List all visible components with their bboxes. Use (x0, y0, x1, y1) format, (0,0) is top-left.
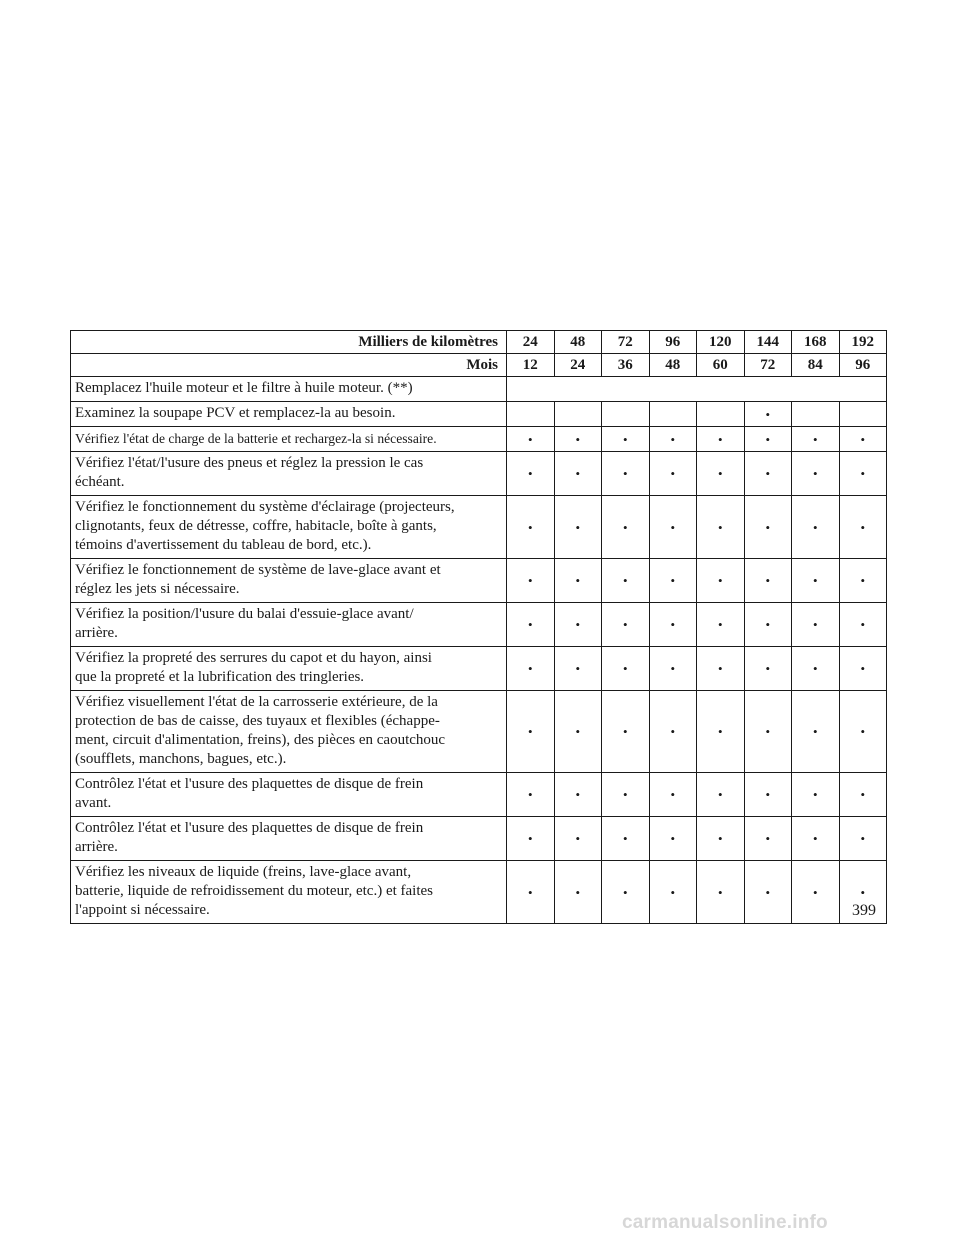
check-bullet: • (839, 452, 887, 496)
check-bullet: • (602, 773, 650, 817)
task-description: Examinez la soupape PCV et remplacez-la au besoin. (71, 402, 507, 427)
check-bullet: • (649, 691, 697, 773)
check-bullet: • (649, 427, 697, 452)
check-bullet: • (602, 691, 650, 773)
table-row (71, 427, 887, 452)
task-description: Vérifiez la position/l'usure du balai d'essuie-glace avant/ arrière. (71, 603, 507, 647)
check-bullet: • (792, 496, 840, 559)
header-month-value: 24 (554, 354, 602, 377)
check-bullet: • (602, 559, 650, 603)
interval-cell (839, 402, 887, 427)
check-bullet: • (602, 427, 650, 452)
check-bullet: • (792, 427, 840, 452)
check-bullet: • (792, 773, 840, 817)
check-bullet: • (697, 427, 745, 452)
check-bullet: • (697, 496, 745, 559)
check-bullet: • (507, 773, 555, 817)
check-bullet: • (554, 861, 602, 924)
check-bullet: • (602, 861, 650, 924)
check-bullet: • (602, 817, 650, 861)
table-row (71, 603, 887, 647)
check-bullet: • (839, 496, 887, 559)
header-month-value: 60 (697, 354, 745, 377)
task-description: Vérifiez le fonctionnement du système d'éclairage (projecteurs, clignotants, feux de détresse, coffre, habitacle, boîte à gants, témoins d'avertissement du tableau de bord, etc.). (71, 496, 507, 559)
check-bullet: • (744, 861, 792, 924)
check-bullet: • (744, 496, 792, 559)
check-bullet: • (744, 691, 792, 773)
table-row (71, 377, 887, 402)
check-bullet: • (649, 817, 697, 861)
check-bullet: • (744, 427, 792, 452)
check-bullet: • (649, 773, 697, 817)
table-row (71, 559, 887, 603)
table-row (71, 496, 887, 559)
check-bullet: • (649, 647, 697, 691)
check-bullet: • (697, 559, 745, 603)
check-bullet: • (697, 452, 745, 496)
header-month-value: 96 (839, 354, 887, 377)
task-description: Vérifiez le fonctionnement de système de lave-glace avant et réglez les jets si nécessaire. (71, 559, 507, 603)
header-month-value: 48 (649, 354, 697, 377)
task-description: Contrôlez l'état et l'usure des plaquettes de disque de frein arrière. (71, 817, 507, 861)
check-bullet: • (697, 861, 745, 924)
header-km-value: 48 (554, 331, 602, 354)
check-bullet: • (839, 817, 887, 861)
check-bullet: • (792, 817, 840, 861)
check-bullet: • (602, 452, 650, 496)
check-bullet: • (507, 603, 555, 647)
table-row (71, 691, 887, 773)
header-km-value: 120 (697, 331, 745, 354)
check-bullet: • (602, 603, 650, 647)
check-bullet: • (649, 559, 697, 603)
check-bullet: • (554, 817, 602, 861)
task-description: Vérifiez l'état de charge de la batterie et rechargez-la si nécessaire. (71, 427, 507, 452)
task-description: Contrôlez l'état et l'usure des plaquettes de disque de frein avant. (71, 773, 507, 817)
header-row-km (71, 331, 887, 354)
task-description: Vérifiez les niveaux de liquide (freins, lave-glace avant, batterie, liquide de refroidissement du moteur, etc.) et faites l'appoint si nécessaire. (71, 861, 507, 924)
check-bullet: • (792, 452, 840, 496)
check-bullet: • (554, 691, 602, 773)
check-bullet: • (744, 817, 792, 861)
check-bullet: • (507, 861, 555, 924)
maintenance-schedule (70, 330, 886, 924)
check-bullet: • (507, 452, 555, 496)
schedule-body (71, 377, 887, 924)
maintenance-table (70, 330, 887, 924)
check-bullet: • (507, 647, 555, 691)
check-bullet: • (507, 691, 555, 773)
check-bullet: • (697, 691, 745, 773)
table-row (71, 861, 887, 924)
header-km-value: 192 (839, 331, 887, 354)
header-km-value: 72 (602, 331, 650, 354)
check-bullet: • (554, 452, 602, 496)
check-bullet: • (554, 603, 602, 647)
check-bullet: • (649, 452, 697, 496)
interval-cell (649, 402, 697, 427)
interval-cell (792, 402, 840, 427)
check-bullet: • (744, 402, 792, 427)
header-km-value: 168 (792, 331, 840, 354)
interval-cell (507, 402, 555, 427)
check-bullet: • (792, 559, 840, 603)
check-bullet: • (839, 691, 887, 773)
check-bullet: • (602, 496, 650, 559)
header-km-label: Milliers de kilomètres (71, 331, 507, 354)
check-bullet: • (792, 603, 840, 647)
watermark: carmanualsonline.info (622, 1212, 828, 1233)
header-months-label: Mois (71, 354, 507, 377)
check-bullet: • (697, 647, 745, 691)
check-bullet: • (697, 817, 745, 861)
check-bullet: • (554, 559, 602, 603)
header-row-months (71, 354, 887, 377)
header-month-value: 36 (602, 354, 650, 377)
check-bullet: • (697, 773, 745, 817)
interval-cell (602, 402, 650, 427)
page-number: 399 (852, 902, 876, 919)
check-bullet: • (507, 427, 555, 452)
check-bullet: • (697, 603, 745, 647)
check-bullet: • (649, 603, 697, 647)
check-bullet: • (839, 559, 887, 603)
check-bullet: • (744, 773, 792, 817)
check-bullet: • (839, 427, 887, 452)
table-row (71, 402, 887, 427)
check-bullet: • (507, 496, 555, 559)
check-bullet: • (744, 452, 792, 496)
interval-cell (697, 402, 745, 427)
check-bullet: • (554, 647, 602, 691)
table-row (71, 647, 887, 691)
header-month-value: 84 (792, 354, 840, 377)
interval-cell-merged (507, 377, 887, 402)
task-description: Vérifiez la propreté des serrures du capot et du hayon, ainsi que la propreté et la lubrification des tringleries. (71, 647, 507, 691)
table-row (71, 773, 887, 817)
table-row (71, 452, 887, 496)
check-bullet: • (554, 773, 602, 817)
check-bullet: • (744, 603, 792, 647)
check-bullet: • (792, 647, 840, 691)
header-km-value: 144 (744, 331, 792, 354)
task-description: Remplacez l'huile moteur et le filtre à huile moteur. (**) (71, 377, 507, 402)
interval-cell (554, 402, 602, 427)
header-km-value: 96 (649, 331, 697, 354)
task-description: Vérifiez l'état/l'usure des pneus et réglez la pression le cas échéant. (71, 452, 507, 496)
check-bullet: • (744, 559, 792, 603)
check-bullet: • (839, 861, 887, 924)
check-bullet: • (839, 647, 887, 691)
check-bullet: • (792, 861, 840, 924)
check-bullet: • (839, 603, 887, 647)
table-row (71, 817, 887, 861)
header-month-value: 72 (744, 354, 792, 377)
check-bullet: • (649, 861, 697, 924)
check-bullet: • (554, 427, 602, 452)
task-description: Vérifiez visuellement l'état de la carrosserie extérieure, de la protection de bas de caisse, des tuyaux et flexibles (échappe- ment, circuit d'alimentation, freins), des pièces en caoutchouc (soufflets, manchons, bagues, etc.). (71, 691, 507, 773)
header-km-value: 24 (507, 331, 555, 354)
check-bullet: • (507, 817, 555, 861)
check-bullet: • (649, 496, 697, 559)
check-bullet: • (792, 691, 840, 773)
check-bullet: • (839, 773, 887, 817)
check-bullet: • (602, 647, 650, 691)
header-month-value: 12 (507, 354, 555, 377)
check-bullet: • (744, 647, 792, 691)
check-bullet: • (554, 496, 602, 559)
check-bullet: • (507, 559, 555, 603)
